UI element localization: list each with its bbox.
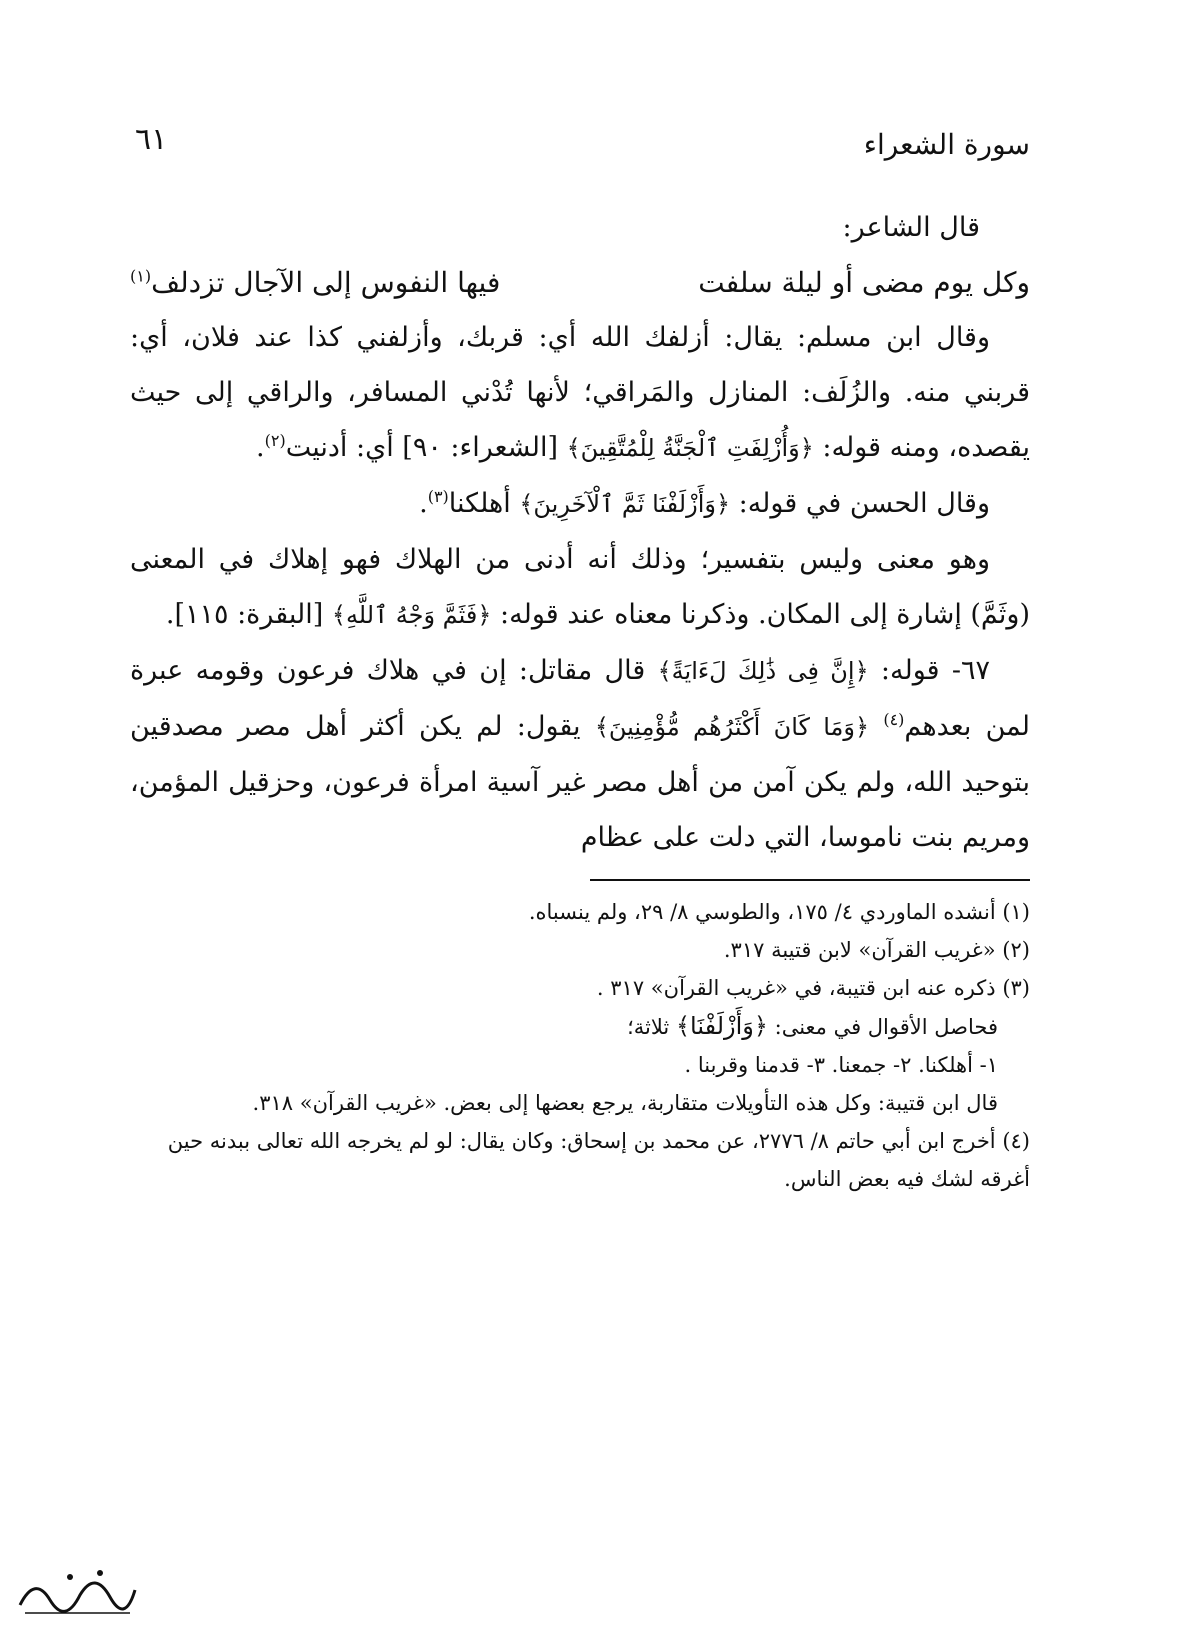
verse-second-hemistich: فيها النفوس إلى الآجال تزدلف$^{(١)}$ [130,266,501,299]
paragraph-2: وقال الحسن في قوله: ﴿وَأَزْلَفْنَا ثَمَّ ٱلْآخَرِينَ﴾ أهلكنا$^{(٣)}$. [419,487,990,519]
main-text [130,200,1030,865]
footnote-ref-1: (١) [130,266,152,286]
verse-first-hemistich: وكل يوم مضى أو ليلة سلفت [698,266,1030,299]
quran-quote: ﴿وَمَا كَانَ أَكْثَرُهُم مُّؤْمِنِينَ﴾ [594,713,870,741]
footnote-3-line-3: ١- أهلكنا. ٢- جمعنا. ٣- قدمنا وقربنا . [684,1053,998,1077]
footnote-ref-2: (٢) [264,431,286,450]
quran-quote: ﴿وَأَزْلَفْنَا﴾ [675,1012,768,1040]
footnote-3-line-4: قال ابن قتيبة: وكل هذه التأويلات متقاربة، يرجع بعضها إلى بعض. «غريب القرآن» ٣١٨. [252,1091,998,1115]
footnote-1: (١) أنشده الماوردي ٤/ ١٧٥، والطوسي ٨/ ٢٩، ولم ينسباه. [528,900,1030,924]
publisher-logo [10,1555,140,1625]
paragraph-4: ٦٧- قوله: ﴿إِنَّ فِى ذَٰلِكَ لَءَايَةً﴾ قال مقاتل: إن في هلاك فرعون وقومه عبرة لمن بعدهم$^{(٤)}$ ﴿وَمَا كَانَ أَكْثَرُهُم مُّؤْمِنِينَ﴾ يقول: لم يكن أكثر أهل مصر مصدقين بتوحيد الله، ولم يكن آمن من أهل مصر غير آسية امرأة فرعون، وحزقيل المؤمن، ومريم بنت ناموسا، التي دلت على عظام [130,655,1030,853]
book-page [130,110,1030,1530]
footnotes [130,893,1030,1198]
paragraph-3: وهو معنى وليس بتفسير؛ وذلك أنه أدنى من الهلاك فهو إهلاك في المعنى (وثَمَّ) إشارة إلى المكان. وذكرنا معناه عند قوله: ﴿فَثَمَّ وَجْهُ ٱللَّهِ﴾ [البقرة: ١١٥]. [130,544,1030,630]
footnote-ref-4: (٤) [883,710,905,729]
footnote-3: (٣) ذكره عنه ابن قتيبة، في «غريب القرآن» ٣١٧ . [596,976,1030,1000]
poetry-verse [130,255,1030,310]
page-number: ٦١ [135,122,168,157]
footnote-4: (٤) أخرج ابن أبي حاتم ٨/ ٢٧٧٦، عن محمد بن إسحاق: وكان يقال: لو لم يخرجه الله تعالى ببدنه حين أغرقه لشك فيه بعض الناس. [167,1129,1030,1191]
quran-quote: ﴿فَثَمَّ وَجْهُ ٱللَّهِ﴾ [331,601,492,629]
footnote-ref-3: (٣) [427,487,449,506]
footnote-separator [590,879,1030,881]
quran-quote: ﴿وَأَزْلَفْنَا ثَمَّ ٱلْآخَرِينَ﴾ [519,490,731,518]
paragraph-1: وقال ابن مسلم: يقال: أزلفك الله أي: قربك، وأزلفني كذا عند فلان، أي: قربني منه. والزُلَف: المنازل والمَراقي؛ لأنها تُدْني المسافر، والراقي إلى حيث يقصده، ومنه قوله: ﴿وَأُزْلِفَتِ ٱلْجَنَّةُ لِلْمُتَّقِينَ﴾ [الشعراء: ٩٠] أي: أدنيت$^{(٢)}$. [130,322,1030,463]
poet-intro: قال الشاعر: [842,212,980,243]
page-header [130,110,1030,170]
running-title: سورة الشعراء [863,128,1030,161]
quran-quote: ﴿إِنَّ فِى ذَٰلِكَ لَءَايَةً﴾ [657,657,869,685]
footnote-3-line-2: فحاصل الأقوال في معنى: ﴿وَأَزْلَفْنَا﴾ ثلاثة؛ [627,1012,998,1040]
footnote-2: (٢) «غريب القرآن» لابن قتيبة ٣١٧. [723,938,1030,962]
quran-quote: ﴿وَأُزْلِفَتِ ٱلْجَنَّةُ لِلْمُتَّقِينَ﴾ [566,434,814,462]
